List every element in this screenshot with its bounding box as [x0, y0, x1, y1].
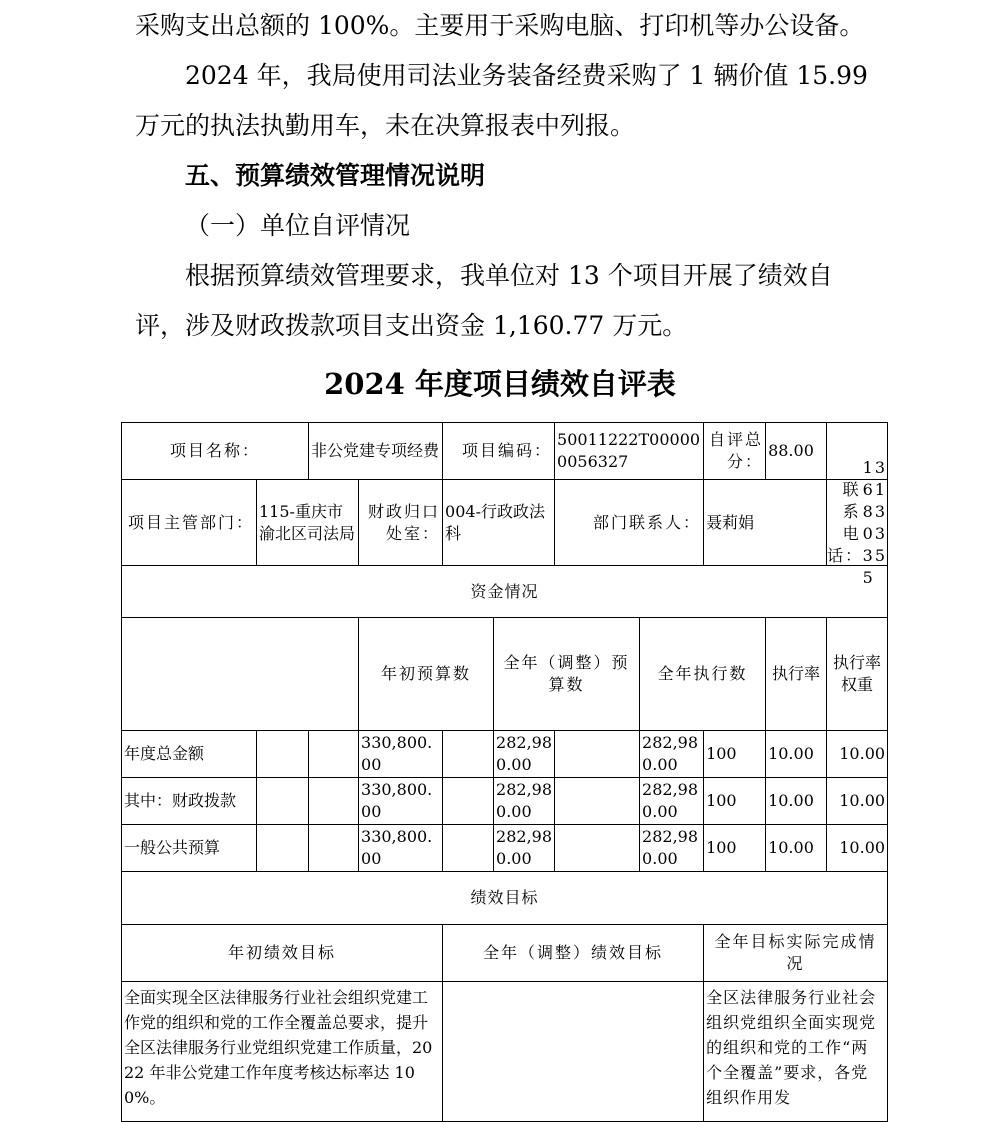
initial-budget-value: 330,800.00: [359, 825, 443, 872]
rate-header: 执行率: [766, 618, 827, 731]
actual-completion-text: 全区法律服务行业社会组织党组织全面实现党的组织和党的工作“两个全覆盖”要求，各党组织作用发: [704, 982, 888, 1122]
initial-goal-header: 年初绩效目标: [122, 925, 443, 982]
dept-label: 项目主管部门：: [122, 480, 257, 566]
adjusted-goal-header: 全年（调整）绩效目标: [443, 925, 704, 982]
table-row: [122, 778, 888, 825]
phone-label: 联系电话：: [827, 479, 864, 565]
paragraph-line: 采购支出总额的 100%。主要用于采购电脑、打印机等办公设备。: [135, 11, 865, 40]
empty-cell: [555, 731, 640, 778]
project-code-value: 50011222T000000056327: [555, 423, 704, 480]
rate-value: 100: [704, 731, 766, 778]
table-row: [122, 618, 888, 731]
table-row: [122, 982, 888, 1122]
table-row: [122, 925, 888, 982]
rate-weight-header: 执行率权重: [827, 618, 888, 731]
section-heading: 五、预算绩效管理情况说明: [185, 161, 486, 190]
fund-row-label: 一般公共预算: [122, 825, 257, 872]
subsection-heading: （一）单位自评情况: [185, 211, 411, 240]
empty-cell: [443, 825, 494, 872]
table-row: [122, 825, 888, 872]
performance-section-header: 绩效目标: [122, 872, 888, 925]
project-code-label: 项目编码：: [443, 423, 555, 480]
executed-value: 282,980.00: [640, 825, 704, 872]
rate-weight-value: 10.00: [766, 825, 827, 872]
initial-goal-text: 全面实现全区法律服务行业社会组织党建工作党的组织和党的工作全覆盖总要求，提升全区法律服务行业党组织党建工作质量，2022 年非公党建工作年度考核达标率达 100%。: [122, 982, 443, 1122]
performance-evaluation-table: [121, 422, 888, 1122]
adjusted-budget-value: 282,980.00: [494, 731, 555, 778]
dept-value: 115-重庆市渝北区司法局: [257, 480, 359, 566]
funds-section-header: 资金情况: [122, 566, 888, 618]
project-name-value: 非公党建专项经费: [309, 423, 443, 480]
self-score-value: 88.00: [766, 423, 827, 480]
paragraph-line: 根据预算绩效管理要求，我单位对 13 个项目开展了绩效自: [185, 261, 833, 290]
empty-cell: [309, 825, 359, 872]
empty-cell: [257, 731, 309, 778]
executed-value: 282,980.00: [640, 778, 704, 825]
initial-budget-header: 年初预算数: [359, 618, 494, 731]
actual-completion-header: 全年目标实际完成情况: [704, 925, 888, 982]
fund-row-label: 其中：财政拨款: [122, 778, 257, 825]
paragraph-line: 万元的执法执勤用车，未在决算报表中列报。: [135, 111, 636, 140]
empty-cell: [309, 731, 359, 778]
executed-header: 全年执行数: [640, 618, 766, 731]
finance-office-label: 财政归口处室：: [359, 480, 443, 566]
rate-score-value: 10.00: [827, 731, 888, 778]
paragraph-line: 评，涉及财政拨款项目支出资金 1,160.77 万元。: [135, 311, 688, 340]
adjusted-goal-text: [443, 982, 704, 1122]
rate-value: 100: [704, 778, 766, 825]
executed-value: 282,980.00: [640, 731, 704, 778]
adjusted-budget-value: 282,980.00: [494, 825, 555, 872]
adjusted-budget-header: 全年（调整）预算数: [494, 618, 640, 731]
fund-row-label: 年度总金额: [122, 731, 257, 778]
empty-cell: [309, 778, 359, 825]
phone-label-and-value: [827, 457, 888, 587]
table-row: [122, 566, 888, 618]
empty-cell: [555, 825, 640, 872]
rate-score-value: 10.00: [827, 778, 888, 825]
project-name-label: 项目名称：: [122, 423, 309, 480]
contact-value: 聂莉娟: [704, 480, 827, 566]
initial-budget-value: 330,800.00: [359, 778, 443, 825]
table-row: [122, 480, 888, 566]
table-row: [122, 731, 888, 778]
adjusted-budget-value: 282,980.00: [494, 778, 555, 825]
rate-score-value: 10.00: [827, 825, 888, 872]
paragraph-line: 2024 年，我局使用司法业务装备经费采购了 1 辆价值 15.99: [185, 61, 868, 90]
empty-cell: [443, 731, 494, 778]
empty-cell: [555, 778, 640, 825]
empty-cell: [122, 618, 359, 731]
rate-weight-value: 10.00: [766, 731, 827, 778]
initial-budget-value: 330,800.00: [359, 731, 443, 778]
self-score-label: 自评总分：: [704, 423, 766, 480]
table-row: [122, 423, 888, 480]
empty-cell: [257, 778, 309, 825]
table-row: [122, 872, 888, 925]
contact-label: 部门联系人：: [555, 480, 704, 566]
rate-weight-value: 10.00: [766, 778, 827, 825]
phone-value: 13618303355: [862, 457, 888, 587]
table-title: 2024 年度项目绩效自评表: [324, 367, 676, 401]
empty-cell: [443, 778, 494, 825]
finance-office-value: 004-行政政法科: [443, 480, 555, 566]
empty-cell: [257, 825, 309, 872]
rate-value: 100: [704, 825, 766, 872]
